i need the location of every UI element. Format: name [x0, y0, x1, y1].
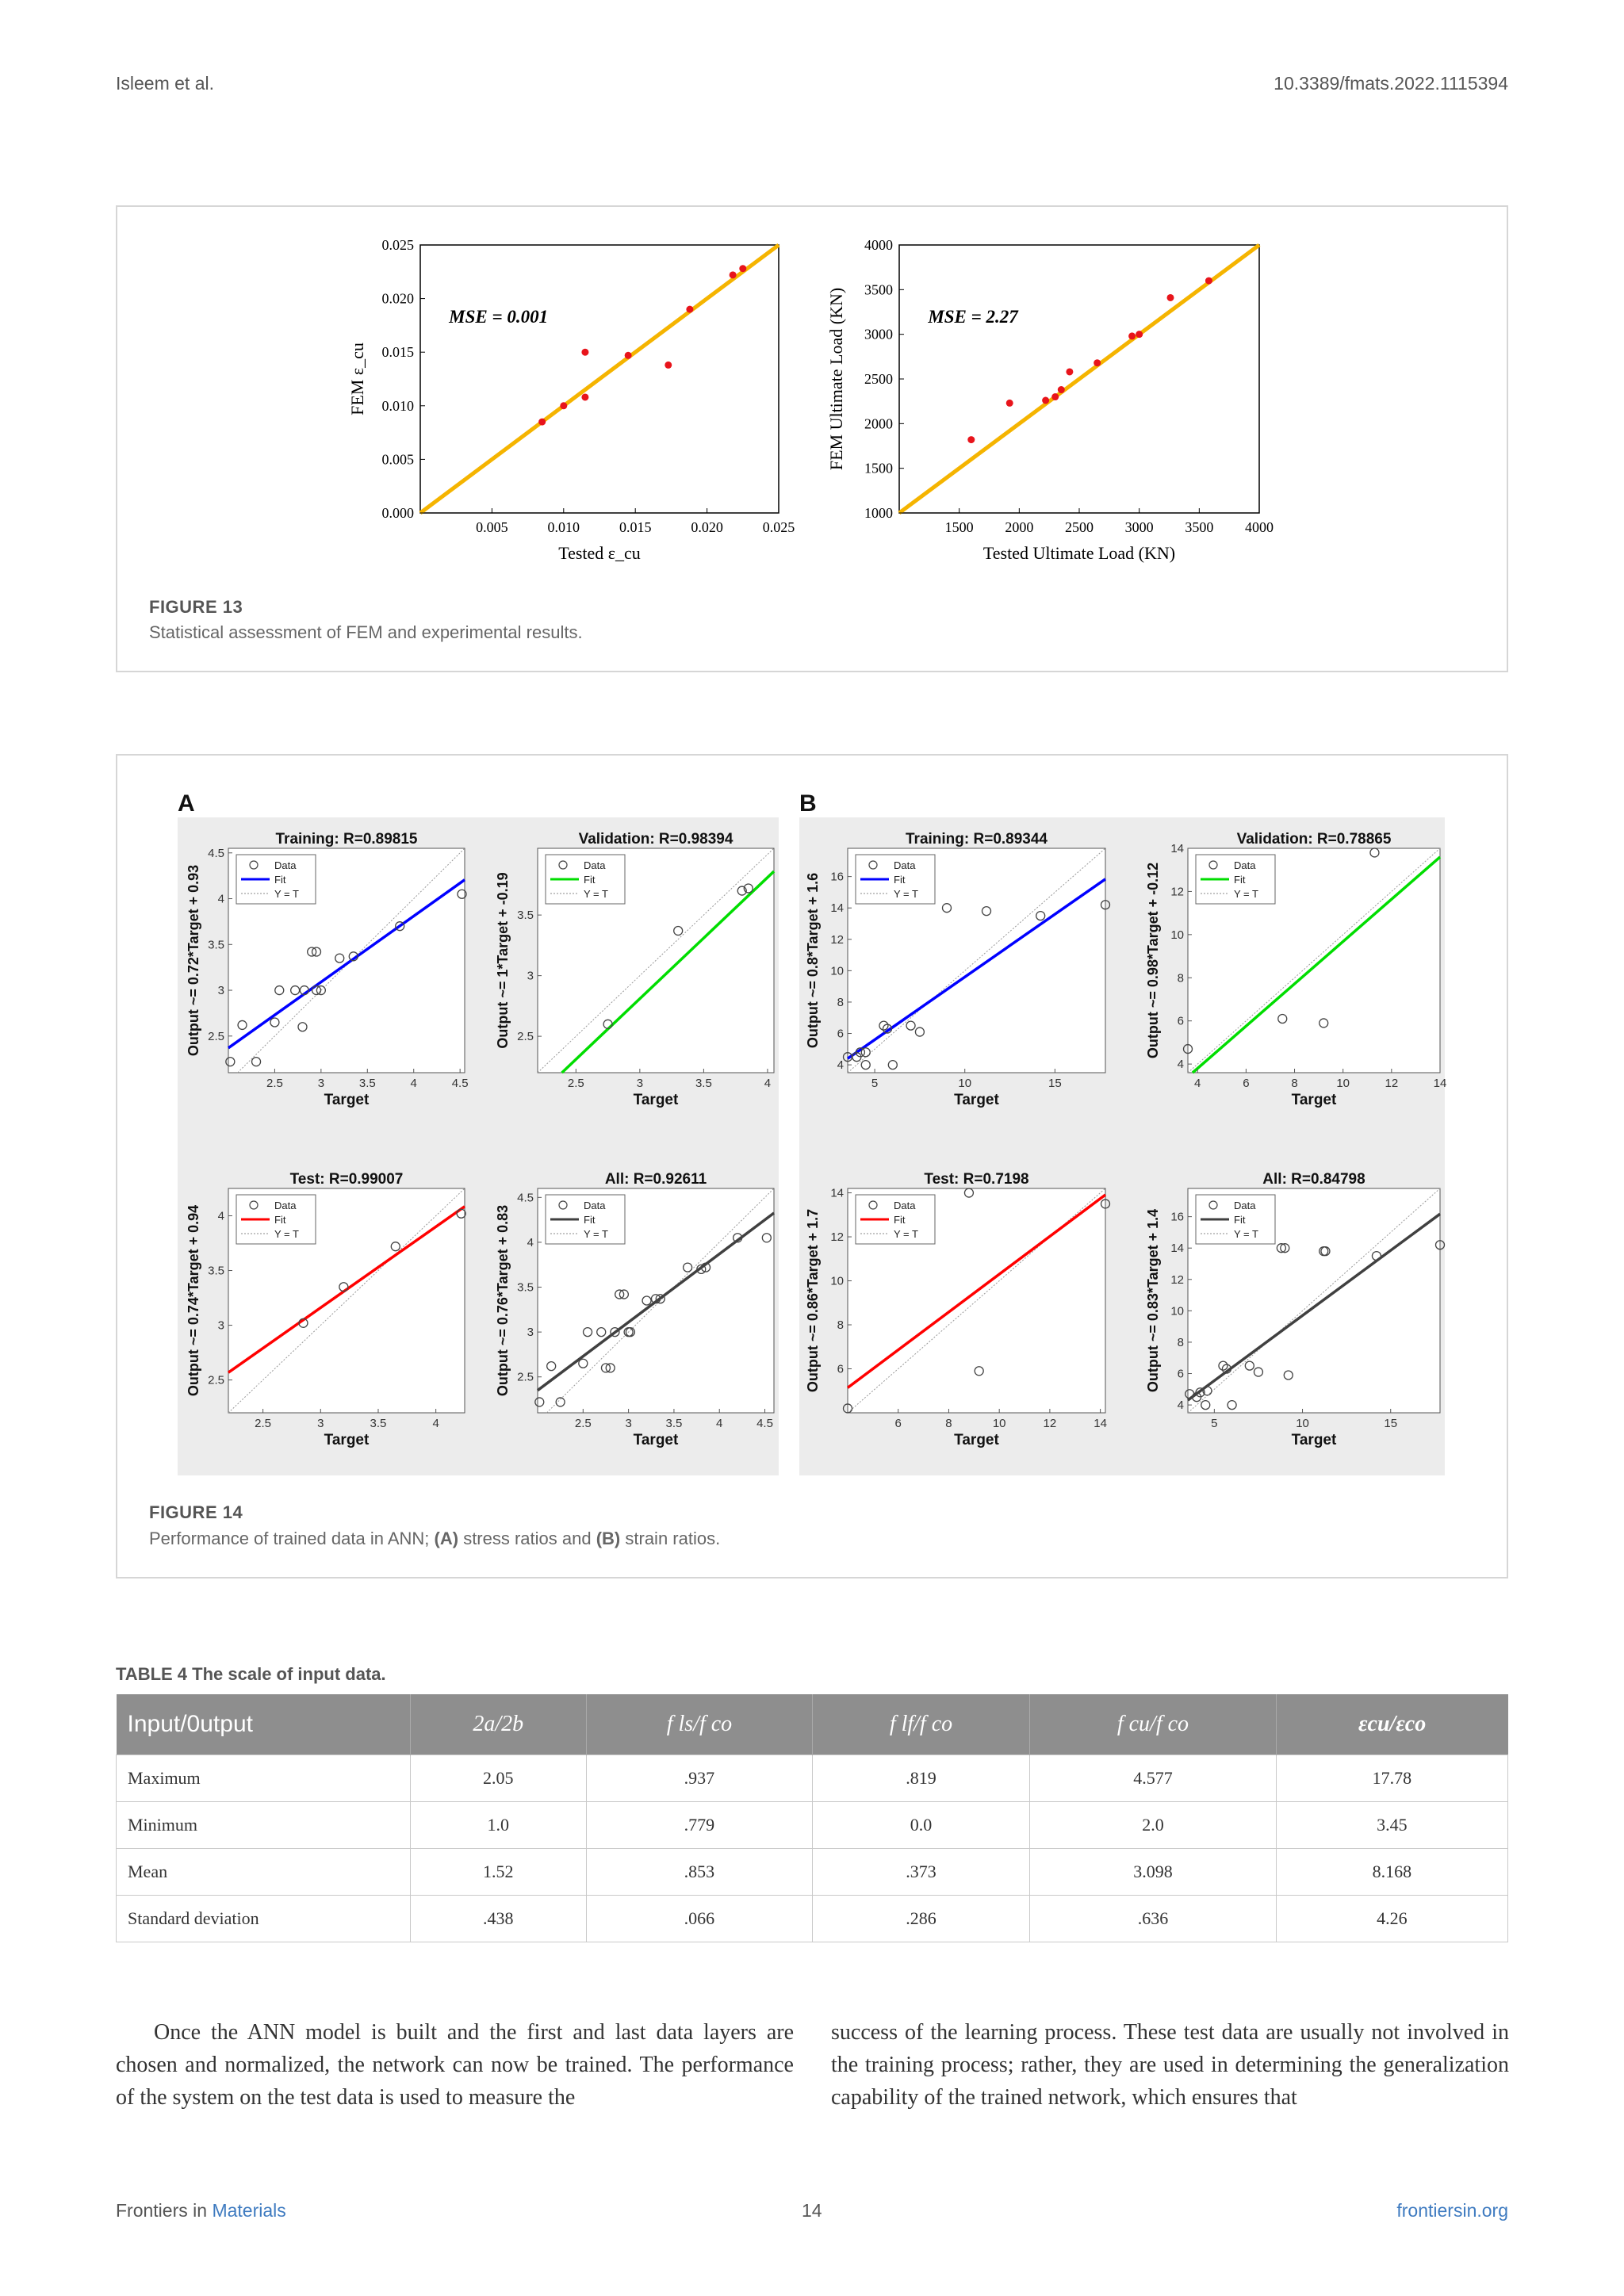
data-point	[665, 362, 672, 369]
legend	[1196, 1195, 1275, 1244]
legend-label: Y = T	[894, 888, 918, 900]
y-tick-label: 2000	[864, 415, 893, 432]
y-tick-label: 4	[217, 892, 224, 906]
legend	[546, 1195, 625, 1244]
legend	[1196, 855, 1275, 904]
x-tick-label: 6	[1243, 1077, 1250, 1090]
table-cell: 3.098	[1030, 1849, 1277, 1896]
data-point	[1006, 400, 1013, 407]
caption-part: stress ratios and	[458, 1529, 596, 1548]
y-axis-label: Output ~= 1*Target + -0.19	[495, 872, 511, 1049]
table-row	[117, 1896, 1508, 1942]
x-tick-label: 4	[410, 1077, 417, 1090]
x-tick-label: 6	[894, 1417, 902, 1430]
y-tick-label: 8	[837, 1318, 844, 1333]
table-cell: .066	[587, 1896, 813, 1942]
header-aspect-ratio: 2a/2b	[410, 1694, 587, 1755]
caption-part: strain ratios.	[620, 1529, 721, 1548]
y-tick-label: 12	[830, 932, 844, 947]
y-tick-label: 4	[837, 1058, 844, 1073]
page-number: 14	[802, 2200, 822, 2221]
x-tick-label: 10	[992, 1417, 1006, 1430]
y-tick-label: 2500	[864, 371, 893, 387]
chart-B-training	[805, 831, 1110, 1108]
legend-label: Data	[274, 859, 297, 871]
y-tick-label: 0.020	[381, 290, 414, 307]
caption-part: (A)	[434, 1529, 459, 1548]
y-tick-label: 12	[1170, 1272, 1184, 1287]
table-cell: 1.0	[410, 1802, 587, 1849]
y-axis-label: FEM ε_cu	[347, 342, 367, 415]
table-4-title: TABLE 4 The scale of input data.	[116, 1664, 386, 1684]
legend-label: Data	[894, 1200, 916, 1211]
x-tick-label: 12	[1385, 1077, 1399, 1090]
x-tick-label: 4.5	[451, 1077, 469, 1090]
header-fls-fco: f ls/f co	[587, 1694, 813, 1755]
data-point	[686, 306, 693, 313]
table-4	[116, 1694, 1508, 1942]
y-tick-label: 3000	[864, 326, 893, 342]
y-tick-label: 6	[1177, 1367, 1184, 1381]
legend	[856, 1195, 935, 1244]
data-point	[1167, 294, 1174, 301]
legend	[856, 855, 935, 904]
figure-14-label: FIGURE 14	[149, 1502, 243, 1522]
caption-part: Performance of trained data in ANN;	[149, 1529, 435, 1548]
legend-label: Y = T	[894, 1228, 918, 1240]
legend-label: Fit	[274, 874, 286, 886]
x-axis-label: Tested Ultimate Load (KN)	[982, 543, 1176, 563]
table-cell: .853	[587, 1849, 813, 1896]
data-point	[625, 352, 632, 359]
y-tick-label: 6	[1177, 1014, 1184, 1028]
x-tick-label: 15	[1048, 1077, 1062, 1090]
legend-label: Data	[584, 859, 606, 871]
data-point	[730, 271, 737, 278]
y-tick-label: 0.015	[381, 344, 414, 361]
chart-title: All: R=0.92611	[604, 1171, 707, 1188]
figure-13-label: FIGURE 13	[149, 597, 243, 617]
data-point	[560, 402, 567, 409]
x-tick-label: 12	[1043, 1417, 1057, 1430]
data-point	[1066, 368, 1073, 375]
table-cell: .286	[812, 1896, 1029, 1942]
row-label: Minimum	[117, 1802, 411, 1849]
y-tick-label: 12	[830, 1230, 844, 1245]
x-tick-label: 3	[317, 1077, 325, 1090]
chart-B-validation	[1145, 831, 1446, 1108]
footer-journal-name: Materials	[212, 2200, 286, 2221]
y-axis-label: FEM Ultimate Load (KN)	[826, 287, 846, 471]
table-row	[117, 1849, 1508, 1896]
panel-label-A: A	[178, 790, 195, 817]
y-tick-label: 3.5	[517, 1280, 534, 1295]
data-point	[1128, 332, 1136, 339]
table-cell: 1.52	[410, 1849, 587, 1896]
table-cell: 2.0	[1030, 1802, 1277, 1849]
data-point	[538, 419, 546, 426]
y-tick-label: 4000	[864, 237, 893, 253]
y-tick-label: 3	[217, 1318, 224, 1333]
y-tick-label: 0.005	[381, 451, 414, 468]
legend-label: Fit	[274, 1214, 286, 1226]
header-ecu-eco: εcu/εco	[1276, 1694, 1507, 1755]
y-axis-label: Output ~= 0.98*Target + -0.12	[1145, 862, 1161, 1059]
chart-title: Training: R=0.89344	[906, 831, 1048, 848]
figure-14-caption	[149, 1529, 720, 1549]
y-axis-label: Output ~= 0.83*Target + 1.4	[1145, 1208, 1161, 1393]
x-tick-label: 3000	[1124, 519, 1154, 535]
chart-fig13-load	[826, 237, 1274, 563]
data-point	[1094, 359, 1101, 366]
y-axis-label: Output ~= 0.8*Target + 1.6	[805, 872, 821, 1049]
legend-label: Fit	[584, 874, 596, 886]
x-tick-label: 0.020	[691, 519, 723, 535]
table-row	[117, 1802, 1508, 1849]
header-fcu-fco: f cu/f co	[1030, 1694, 1277, 1755]
legend-label: Data	[274, 1200, 297, 1211]
data-point	[581, 393, 588, 400]
legend-label: Data	[894, 859, 916, 871]
y-tick-label: 3	[527, 1326, 534, 1340]
data-point	[1058, 386, 1065, 393]
x-tick-label: 8	[945, 1417, 952, 1430]
y-tick-label: 14	[1170, 842, 1184, 855]
table-cell: .779	[587, 1802, 813, 1849]
y-tick-label: 2.5	[517, 1030, 534, 1044]
y-tick-label: 3.5	[208, 938, 224, 952]
x-tick-label: 10	[958, 1077, 972, 1090]
x-tick-label: 4	[716, 1417, 723, 1430]
y-tick-label: 16	[1170, 1210, 1184, 1224]
x-tick-label: 5	[1211, 1417, 1218, 1430]
running-header-doi[interactable]: 10.3389/fmats.2022.1115394	[1274, 73, 1508, 94]
y-tick-label: 1500	[864, 460, 893, 476]
x-axis-label: Target	[633, 1432, 679, 1448]
x-tick-label: 14	[1433, 1077, 1447, 1090]
y-tick-label: 10	[830, 1274, 844, 1288]
x-tick-label: 3.5	[370, 1417, 387, 1430]
y-tick-label: 0.010	[381, 397, 414, 414]
data-point	[1051, 393, 1059, 400]
y-tick-label: 3500	[864, 281, 893, 298]
y-tick-label: 8	[1177, 1335, 1184, 1349]
legend-label: Data	[1234, 859, 1256, 871]
x-tick-label: 3.5	[665, 1417, 683, 1430]
data-point	[1042, 397, 1049, 404]
x-tick-label: 2.5	[574, 1417, 592, 1430]
x-tick-label: 3500	[1185, 519, 1214, 535]
row-label: Standard deviation	[117, 1896, 411, 1942]
y-tick-label: 10	[830, 964, 844, 978]
y-tick-label: 2.5	[208, 1029, 224, 1043]
legend-label: Fit	[584, 1214, 596, 1226]
x-tick-label: 15	[1384, 1417, 1398, 1430]
x-tick-label: 0.015	[619, 519, 652, 535]
x-axis-label: Target	[324, 1432, 370, 1448]
table-cell: 8.168	[1276, 1849, 1507, 1896]
y-tick-label: 8	[837, 995, 844, 1009]
y-tick-label: 3	[217, 984, 224, 998]
x-axis-label: Target	[324, 1092, 370, 1108]
x-tick-label: 0.025	[762, 519, 795, 535]
x-tick-label: 4000	[1245, 519, 1274, 535]
y-tick-label: 10	[1170, 1304, 1184, 1318]
x-tick-label: 0.005	[476, 519, 508, 535]
table-cell: 17.78	[1276, 1755, 1507, 1802]
y-tick-label: 4.5	[208, 846, 224, 860]
table-cell: 4.577	[1030, 1755, 1277, 1802]
y-axis-label: Output ~= 0.76*Target + 0.83	[495, 1204, 511, 1397]
x-tick-label: 3	[317, 1417, 324, 1430]
data-point	[967, 436, 975, 443]
y-tick-label: 0.025	[381, 237, 414, 253]
y-tick-label: 8	[1177, 971, 1184, 985]
y-tick-label: 14	[830, 901, 844, 916]
x-tick-label: 2.5	[567, 1077, 584, 1090]
table-cell: .373	[812, 1849, 1029, 1896]
x-tick-label: 8	[1291, 1077, 1298, 1090]
caption-part: (B)	[596, 1529, 621, 1548]
x-tick-label: 3.5	[358, 1077, 376, 1090]
y-tick-label: 4	[527, 1235, 534, 1249]
y-axis-label: Output ~= 0.72*Target + 0.93	[186, 864, 201, 1057]
y-tick-label: 4	[217, 1209, 224, 1223]
x-axis-label: Target	[633, 1092, 679, 1108]
y-tick-label: 10	[1170, 928, 1184, 942]
legend-label: Y = T	[584, 888, 608, 900]
y-tick-label: 3.5	[208, 1264, 224, 1278]
x-tick-label: 14	[1094, 1417, 1107, 1430]
y-tick-label: 1000	[864, 505, 893, 521]
body-paragraph-right: success of the learning process. These test data are usually not involved in the training process; rather, they are used in determining the generalization capability of the trained network, which ensures that	[831, 2020, 1509, 2110]
header-flf-fco: f lf/f co	[812, 1694, 1029, 1755]
x-tick-label: 0.010	[547, 519, 580, 535]
x-tick-label: 3	[636, 1077, 644, 1090]
data-point	[1205, 277, 1212, 285]
legend-label: Data	[1234, 1200, 1256, 1211]
mse-annotation: MSE = 0.001	[449, 307, 549, 327]
data-point	[581, 349, 588, 356]
body-paragraph-left: Once the ANN model is built and the first and last data layers are chosen and normalized, the network can now be trained. The performance of the system on the test data is used to measure the	[116, 2020, 794, 2110]
data-point	[739, 265, 746, 272]
table-cell: 4.26	[1276, 1896, 1507, 1942]
chart-fig13-strain	[347, 237, 795, 563]
legend-label: Fit	[894, 874, 906, 886]
header-input-output: Input/0utput	[117, 1694, 411, 1755]
figure-13-caption: Statistical assessment of FEM and experimental results.	[149, 622, 583, 642]
chart-title: Validation: R=0.78865	[1236, 831, 1392, 848]
y-tick-label: 14	[1170, 1242, 1184, 1256]
x-tick-label: 4	[432, 1417, 439, 1430]
chart-title: Validation: R=0.98394	[578, 831, 733, 848]
legend-label: Y = T	[1234, 888, 1258, 900]
x-axis-label: Tested ε_cu	[558, 543, 641, 563]
chart-title: Test: R=0.99007	[289, 1171, 404, 1188]
footer-journal[interactable]	[116, 2200, 286, 2221]
x-axis-label: Target	[954, 1432, 999, 1448]
y-tick-label: 6	[837, 1362, 844, 1376]
y-tick-label: 4	[1177, 1399, 1184, 1413]
table-cell: 3.45	[1276, 1802, 1507, 1849]
legend-label: Y = T	[1234, 1228, 1258, 1240]
x-tick-label: 4.5	[756, 1417, 773, 1430]
x-axis-label: Target	[954, 1092, 999, 1108]
y-tick-label: 4	[1177, 1058, 1184, 1072]
x-tick-label: 2.5	[266, 1077, 283, 1090]
x-tick-label: 4	[764, 1077, 772, 1090]
y-tick-label: 3	[527, 969, 534, 983]
figure-13	[116, 205, 1508, 672]
legend-label: Y = T	[274, 1228, 299, 1240]
y-tick-label: 0.000	[381, 505, 414, 521]
y-axis-label: Output ~= 0.74*Target + 0.94	[186, 1204, 201, 1397]
figure-13-charts	[117, 207, 1507, 587]
footer-journal-prefix: Frontiers in	[116, 2200, 213, 2221]
legend-label: Y = T	[584, 1228, 608, 1240]
x-tick-label: 1500	[944, 519, 974, 535]
y-tick-label: 2.5	[208, 1373, 224, 1387]
x-tick-label: 4	[1194, 1077, 1201, 1090]
table-cell: 0.0	[812, 1802, 1029, 1849]
legend-label: Y = T	[274, 888, 299, 900]
x-tick-label: 3.5	[695, 1077, 712, 1090]
legend	[236, 855, 316, 904]
legend-label: Fit	[894, 1214, 906, 1226]
table-cell: .438	[410, 1896, 587, 1942]
y-tick-label: 12	[1170, 885, 1184, 899]
running-header-authors: Isleem et al.	[116, 73, 214, 94]
x-axis-label: Target	[1291, 1432, 1337, 1448]
mse-annotation: MSE = 2.27	[928, 307, 1018, 327]
y-tick-label: 14	[830, 1186, 844, 1200]
data-point	[1136, 331, 1143, 338]
legend-label: Data	[584, 1200, 606, 1211]
x-tick-label: 2500	[1065, 519, 1094, 535]
chart-B-test	[805, 1171, 1110, 1448]
y-tick-label: 16	[830, 870, 844, 884]
x-tick-label: 2.5	[255, 1417, 272, 1430]
legend-label: Fit	[1234, 874, 1246, 886]
table-cell: 2.05	[410, 1755, 587, 1802]
table-row	[117, 1755, 1508, 1802]
footer-site-link[interactable]: frontiersin.org	[1396, 2200, 1508, 2221]
panel-label-B: B	[799, 790, 817, 817]
table-cell: .937	[587, 1755, 813, 1802]
row-label: Mean	[117, 1849, 411, 1896]
legend	[236, 1195, 316, 1244]
y-tick-label: 2.5	[517, 1370, 534, 1384]
chart-title: Test: R=0.7198	[924, 1171, 1029, 1188]
legend-label: Fit	[1234, 1214, 1246, 1226]
x-tick-label: 2000	[1005, 519, 1034, 535]
x-axis-label: Target	[1291, 1092, 1337, 1108]
table-header-row	[117, 1694, 1508, 1755]
x-tick-label: 3	[625, 1417, 632, 1430]
figure-14	[116, 754, 1508, 1578]
row-label: Maximum	[117, 1755, 411, 1802]
chart-title: Training: R=0.89815	[275, 831, 418, 848]
chart-title: All: R=0.84798	[1262, 1171, 1365, 1188]
y-tick-label: 6	[837, 1027, 844, 1041]
x-tick-label: 5	[871, 1077, 879, 1090]
y-tick-label: 3.5	[517, 909, 534, 923]
legend	[546, 855, 625, 904]
chart-B-all	[1145, 1171, 1445, 1448]
x-tick-label: 10	[1336, 1077, 1350, 1090]
y-tick-label: 4.5	[517, 1191, 534, 1205]
y-axis-label: Output ~= 0.86*Target + 1.7	[805, 1208, 821, 1393]
x-tick-label: 10	[1296, 1417, 1309, 1430]
figure-14-charts	[117, 756, 1507, 1485]
table-cell: .819	[812, 1755, 1029, 1802]
table-cell: .636	[1030, 1896, 1277, 1942]
